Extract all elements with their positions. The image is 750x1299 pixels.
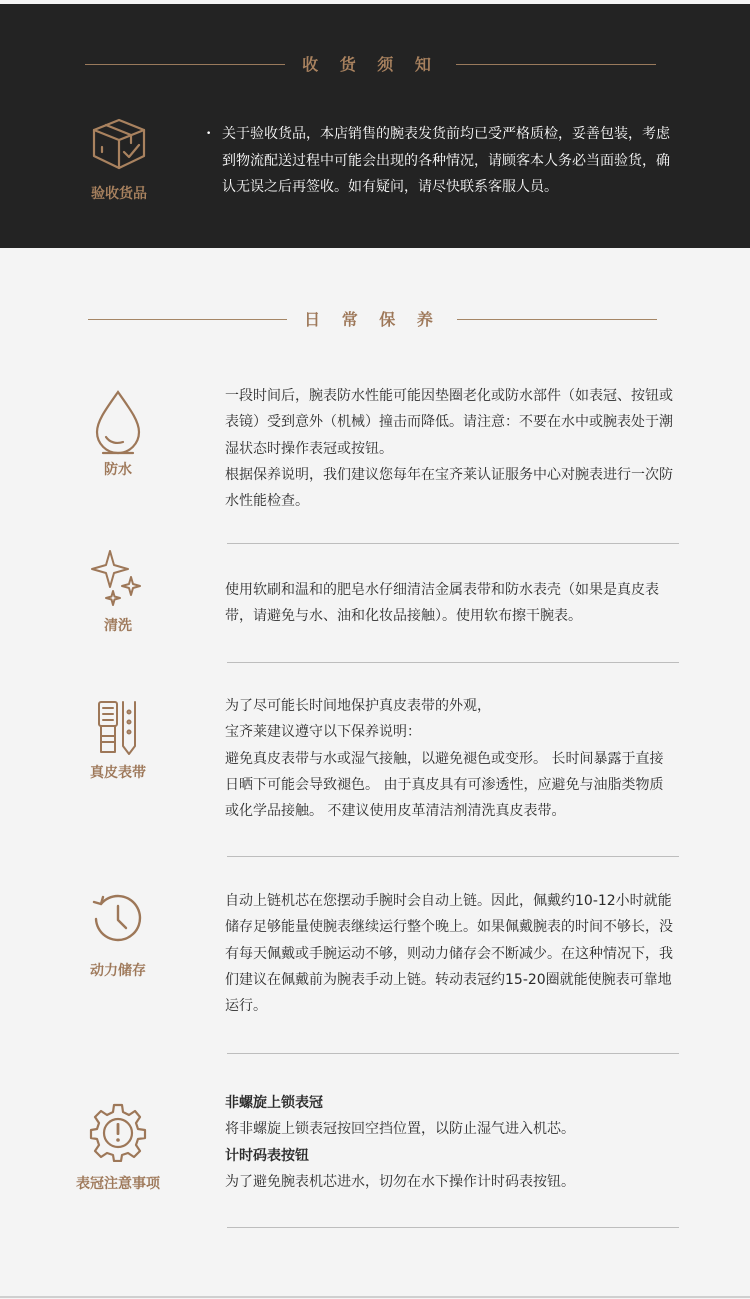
section-divider [227, 543, 679, 544]
leather-strap-icon-block [68, 698, 168, 782]
receipt-icon-label: 验收货品 [91, 186, 147, 202]
page-bottom-border [0, 1296, 750, 1298]
leather-strap-paragraph: 避免真皮表带与水或湿气接触，以避免褪色或变形。 长时间暴露于直接日晒下可能会导致褪色。 由于真皮具有可渗透性，应避免与油脂类物质或化学品接触。 不建议使用皮革清洁剂清洗真皮表带。 [225, 750, 664, 820]
bullet-dot: • [206, 129, 212, 139]
power-reserve-label: 动力储存 [90, 963, 146, 979]
waterproof-paragraph: 一段时间后，腕表防水性能可能因垫圈老化或防水部件（如表冠、按钮或表镜）受到意外（机械）撞击而降低。请注意：不要在水中或腕表处于潮湿状态时操作表冠或按钮。 [225, 388, 673, 457]
leather-strap-text [225, 693, 675, 824]
crown-notes-icon-block [68, 1102, 168, 1193]
cleaning-paragraph: 使用软刷和温和的肥皂水仔细清洁金属表带和防水表壳（如果是真皮表带，请避免与水、油和化妆品接触）。使用软布擦干腕表。 [225, 582, 659, 625]
power-reserve-text [225, 888, 675, 1019]
chrono-button-title: 计时码表按钮 [225, 1147, 309, 1164]
care-heading [88, 308, 657, 332]
receipt-notice [206, 121, 676, 201]
section-divider [227, 1053, 679, 1054]
receipt-icon-block [85, 112, 153, 207]
screw-crown-title: 非螺旋上锁表冠 [225, 1095, 323, 1111]
gear-warning-icon [88, 1102, 148, 1162]
receipt-notice-text: 关于验收货品，本店销售的腕表发货前均已受严格质检，妥善包装，考虑到物流配送过程中可能会出现的各种情况，请顾客本人务必当面验货，确认无误之后再签收。如有疑问，请尽快联系客服人员。 [222, 126, 670, 195]
cleaning-label: 清洗 [104, 618, 132, 634]
section-divider [227, 662, 679, 663]
cleaning-icon-block [68, 547, 168, 635]
heading-divider-right [456, 64, 656, 65]
power-reserve-paragraph: 自动上链机芯在您摆动手腕时会自动上链。因此，佩戴约10-12小时就能储存足够能量使腕表继续运行整个晚上。如果佩戴腕表的时间不够长，没有每天佩戴或手腕运动不够，则动力储存会不断减少。在这种情况下，我们建议在佩戴前为腕表手动上链。转动表冠约15-20圈就能使腕表可靠地运行。 [225, 893, 673, 1015]
chrono-button-text: 为了避免腕表机芯进水，切勿在水下操作计时码表按钮。 [225, 1173, 575, 1190]
crown-notes-label: 表冠注意事项 [76, 1176, 160, 1192]
waterproof-paragraph: 根据保养说明，我们建议您每年在宝齐莱认证服务中心对腕表进行一次防水性能检查。 [225, 466, 673, 510]
section-divider [227, 1227, 679, 1228]
section-divider [227, 856, 679, 857]
cleaning-text [225, 577, 675, 630]
crown-notes-text [225, 1090, 675, 1195]
leather-strap-label: 真皮表带 [90, 765, 146, 781]
sparkle-icon [90, 547, 146, 611]
leather-strap-paragraph: 宝齐莱建议遵守以下保养说明： [225, 724, 421, 741]
waterproof-label: 防水 [104, 462, 132, 478]
power-reserve-clock-icon [89, 890, 147, 948]
heading-divider-right [457, 319, 657, 320]
waterproof-text [225, 383, 675, 514]
receipt-heading [85, 53, 656, 77]
receipt-notice-section [0, 4, 750, 248]
water-drop-icon [93, 387, 143, 455]
power-reserve-icon-block [68, 890, 168, 980]
package-check-icon [88, 112, 150, 174]
receipt-heading-text: 收 货 须 知 [302, 55, 439, 74]
screw-crown-text: 将非螺旋上锁表冠按回空挡位置，以防止湿气进入机芯。 [225, 1121, 575, 1138]
care-heading-text: 日 常 保 养 [304, 310, 441, 329]
waterproof-icon-block [68, 387, 168, 479]
leather-strap-paragraph: 为了尽可能长时间地保护真皮表带的外观， [225, 698, 491, 714]
leather-strap-icon [93, 698, 143, 758]
